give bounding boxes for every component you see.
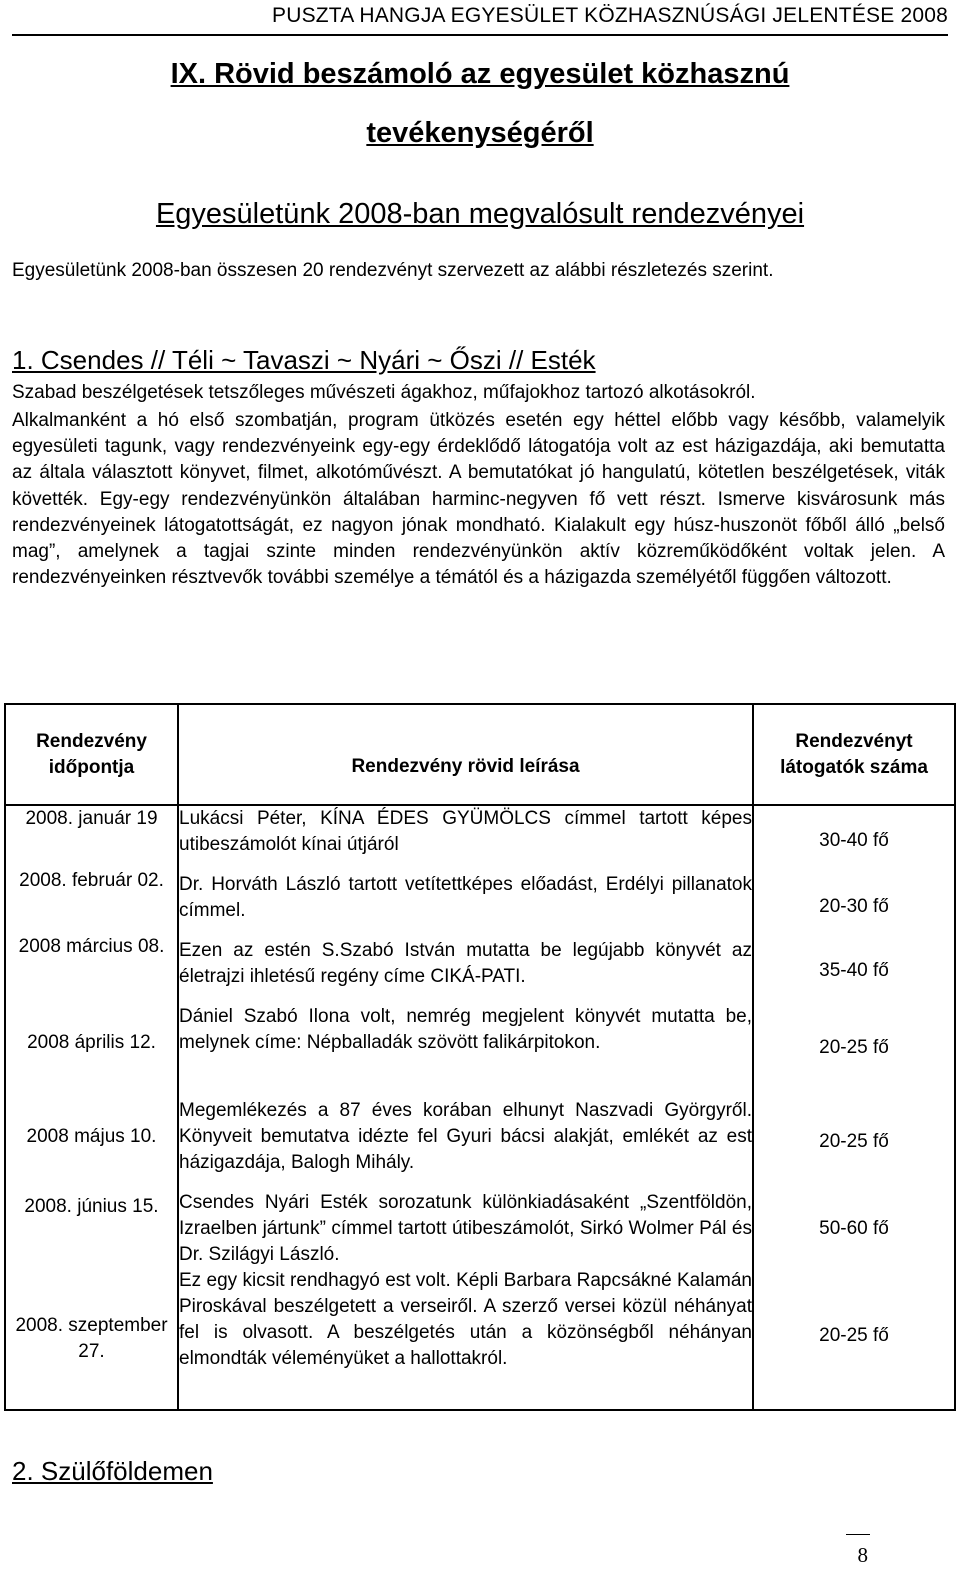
- table-row: [5, 1268, 955, 1410]
- header-description: Rendezvény rövid leírása: [178, 704, 753, 805]
- event-description: Csendes Nyári Esték sorozatunk különkiadásaként „Szentföldön, Izraelben jártunk” címmel tartott útibeszámolót, Sirkó Wolmer Pál és Dr. Szilágyi László.: [178, 1184, 753, 1268]
- page-number-rule: [846, 1534, 870, 1535]
- event-visitor-count: 50-60 fő: [819, 1218, 889, 1239]
- table-header-row: [5, 704, 955, 805]
- header-date: Rendezvény időpontja: [5, 704, 178, 805]
- event-description: Ezen az estén S.Szabó István mutatta be legújabb könyvét az életrajzi ihletésű regény címe CIKÁ-PATI.: [178, 934, 753, 996]
- event-date: 2008 március 08.: [5, 934, 178, 996]
- page-subtitle: Egyesületünk 2008-ban megvalósult rendezvényei: [155, 198, 805, 230]
- table-row: [5, 1090, 955, 1184]
- page-title-continued: tevékenységéről: [366, 117, 594, 149]
- header-text: PUSZTA HANGJA EGYESÜLET KÖZHASZNÚSÁGI JELENTÉSE 2008: [272, 4, 948, 27]
- event-visitor-count: 20-25 fő: [819, 1324, 889, 1346]
- table-row: [5, 805, 955, 868]
- table-row: [5, 934, 955, 996]
- event-description: Dr. Horváth László tartott vetítettképes előadást, Erdélyi pillanatok címmel.: [178, 868, 753, 934]
- section-heading-2: 2. Szülőföldemen: [12, 1456, 213, 1486]
- page-title: IX. Rövid beszámoló az egyesület közhasznú: [170, 58, 790, 90]
- event-date: 2008. szeptember 27.: [5, 1268, 178, 1410]
- header-visitor-count: Rendezvényt látogatók száma: [753, 704, 955, 805]
- event-description: Ez egy kicsit rendhagyó est volt. Képli Barbara Rapcsákné Kalamán Piroskával beszélgetett a verseiről. A szerző versei közül néhányat fel is olvasott. A beszélgetés után a közönségből néhányan elmondták véleményüket a hallottakról.: [178, 1268, 753, 1410]
- event-date: 2008. február 02.: [5, 868, 178, 934]
- table-row: [5, 1184, 955, 1268]
- event-date: 2008. január 19: [5, 805, 178, 868]
- event-date: 2008 április 12.: [5, 996, 178, 1090]
- table-row: [5, 868, 955, 934]
- table-row: [5, 996, 955, 1090]
- event-date: 2008. június 15.: [5, 1184, 178, 1268]
- page-header: [12, 2, 948, 36]
- event-description: Megemlékezés a 87 éves korában elhunyt Naszvadi Györgyről. Könyveit bemutatva idézte fel Gyuri bácsi alakját, emlékét az est házigazdája, Balogh Mihály.: [178, 1090, 753, 1184]
- intro-paragraph: Egyesületünk 2008-ban összesen 20 rendezvényt szervezett az alábbi részletezés szerint.: [12, 260, 774, 281]
- section-heading-1: 1. Csendes // Téli ~ Tavaszi ~ Nyári ~ Őszi // Esték: [12, 345, 596, 375]
- event-visitor-count: 35-40 fő: [819, 960, 889, 981]
- section-1-paragraph-2: Alkalmanként a hó első szombatján, program ütközés esetén egy héttel előbb vagy később, valamelyik egyesületi tagunk, vagy rendezvényeink egy-egy érdeklődő látogatója volt az est házigazdája, aki bemutatta az általa választott könyvet, filmet, alkotóművészt. A bemutatókat jó hangulatú, kötetlen beszélgetések, viták követték. Egy-egy rendezvényünkön általában harminc-negyven fő vett részt. Ismerve kisvárosunk más rendezvényeinek látogatottságát, ez nagyon jónak mondható. Kialakult egy húsz-huszonöt főből álló „belső mag”, amelynek a tagjai szinte minden rendezvényünkön aktív közreműködőként voltak jelen. A rendezvényeinken résztvevők további személye a témától és a házigazda személyétől függően változott.: [12, 410, 945, 589]
- page-number: 8: [857, 1543, 868, 1567]
- events-table: [4, 703, 956, 1411]
- event-description: Dániel Szabó Ilona volt, nemrég megjelent könyvét mutatta be, melynek címe: Népballadák szövött falikárpitokon.: [178, 996, 753, 1090]
- event-visitor-count: 20-25 fő: [819, 1037, 889, 1058]
- event-date: 2008 május 10.: [5, 1090, 178, 1184]
- event-visitor-count: 20-25 fő: [819, 1131, 889, 1152]
- section-1-paragraph-1: Szabad beszélgetések tetszőleges művészeti ágakhoz, műfajokhoz tartozó alkotásokról.: [12, 382, 756, 403]
- event-visitor-count: 20-30 fő: [819, 896, 889, 917]
- event-description: Lukácsi Péter, KÍNA ÉDES GYÜMÖLCS címmel tartott képes utibeszámolót kínai útjáról: [178, 805, 753, 868]
- event-visitor-count: 30-40 fő: [819, 830, 889, 851]
